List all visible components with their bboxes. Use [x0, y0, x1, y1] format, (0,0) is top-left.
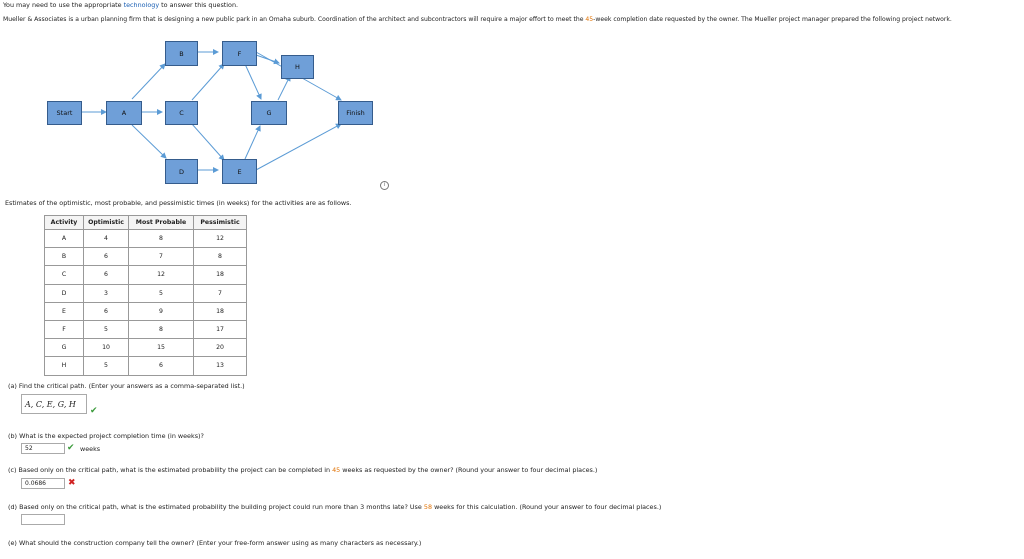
node-h: H [281, 55, 314, 79]
arrow-a-b [132, 64, 165, 99]
question-d-text: (d) Based only on the critical path, what is the estimated probability the building project could run more than 3 months late? Use 58 weeks for this calculation. (Round your answer to four decimal places.) [8, 503, 662, 511]
node-g: G [251, 101, 287, 125]
cell: D [45, 284, 84, 302]
table-header-row [45, 216, 247, 230]
cell: B [45, 248, 84, 266]
cell: 20 [194, 339, 247, 357]
critical-path-input[interactable]: A, C, E, G, H [21, 394, 87, 414]
cell: 6 [84, 248, 129, 266]
cell: 15 [129, 339, 194, 357]
cell: G [45, 339, 84, 357]
probability-45-input[interactable]: 0.0686 [21, 478, 65, 489]
node-c: C [165, 101, 198, 125]
cell: 12 [194, 230, 247, 248]
node-a: A [106, 101, 142, 125]
table-row [45, 284, 247, 302]
cell: 17 [194, 320, 247, 338]
activity-time-table [44, 215, 247, 376]
question-b-text: (b) What is the expected project completion time (in weeks)? [8, 432, 204, 440]
cell: 12 [129, 266, 194, 284]
header-pessimistic: Pessimistic [194, 216, 247, 230]
table-row [45, 357, 247, 375]
table-row [45, 302, 247, 320]
completion-time-input[interactable]: 52 [21, 443, 65, 454]
cell: E [45, 302, 84, 320]
arrow-e-g [245, 126, 260, 159]
cell: 5 [84, 357, 129, 375]
header-activity: Activity [45, 216, 84, 230]
cell: 6 [84, 266, 129, 284]
cell: 9 [129, 302, 194, 320]
question-e-text: (e) What should the construction company tell the owner? (Enter your free-form answer using as many characters as necessary.) [8, 539, 422, 547]
node-start: Start [47, 101, 82, 125]
cell: C [45, 266, 84, 284]
probability-late-input[interactable] [21, 514, 65, 525]
table-row [45, 230, 247, 248]
cell: H [45, 357, 84, 375]
technology-note: You may need to use the appropriate technology to answer this question. [3, 1, 239, 9]
cell: 6 [129, 357, 194, 375]
cell: 5 [84, 320, 129, 338]
arrow-e-finish [256, 124, 341, 170]
cell: 5 [129, 284, 194, 302]
technology-link[interactable]: technology [123, 1, 160, 9]
arrow-g-h [278, 76, 290, 100]
question-c-text: (c) Based only on the critical path, what is the estimated probability the project can be completed in 45 weeks as requested by the owner? (Round your answer to four decimal places.) [8, 466, 598, 474]
cell: 18 [194, 266, 247, 284]
problem-intro: Mueller & Associates is a urban planning firm that is designing a new public park in an Omaha suburb. Coordination of the architect and subcontractors will require a major effort to meet the 45-week completion date requested by the owner. The Mueller project manager prepared the following project network. [3, 16, 952, 23]
cell: 18 [194, 302, 247, 320]
check-icon: ✔ [90, 406, 98, 416]
cell: 7 [194, 284, 247, 302]
table-row [45, 320, 247, 338]
cell: 13 [194, 357, 247, 375]
cell: 8 [129, 230, 194, 248]
estimates-text: Estimates of the optimistic, most probable, and pessimistic times (in weeks) for the activities are as follows. [5, 199, 352, 207]
node-d: D [165, 159, 198, 184]
node-e: E [222, 159, 257, 184]
table-row [45, 248, 247, 266]
info-icon[interactable]: i [380, 181, 389, 190]
node-b: B [165, 41, 198, 66]
node-finish: Finish [338, 101, 373, 125]
cell: 3 [84, 284, 129, 302]
check-icon: ✔ [67, 443, 75, 453]
cell: 7 [129, 248, 194, 266]
arrow-a-d [132, 125, 166, 158]
cross-icon: ✖ [68, 478, 76, 488]
table-row [45, 339, 247, 357]
arrow-c-e [192, 124, 224, 160]
weeks-unit-label: weeks [80, 445, 101, 453]
cell: 10 [84, 339, 129, 357]
cell: A [45, 230, 84, 248]
node-f: F [222, 41, 257, 66]
arrow-c-f [192, 64, 224, 100]
question-a-text: (a) Find the critical path. (Enter your answers as a comma-separated list.) [8, 382, 245, 390]
cell: 4 [84, 230, 129, 248]
header-optimistic: Optimistic [84, 216, 129, 230]
table-row [45, 266, 247, 284]
cell: 8 [194, 248, 247, 266]
header-most-probable: Most Probable [129, 216, 194, 230]
cell: 8 [129, 320, 194, 338]
arrow-f-g [245, 64, 261, 99]
cell: 6 [84, 302, 129, 320]
cell: F [45, 320, 84, 338]
